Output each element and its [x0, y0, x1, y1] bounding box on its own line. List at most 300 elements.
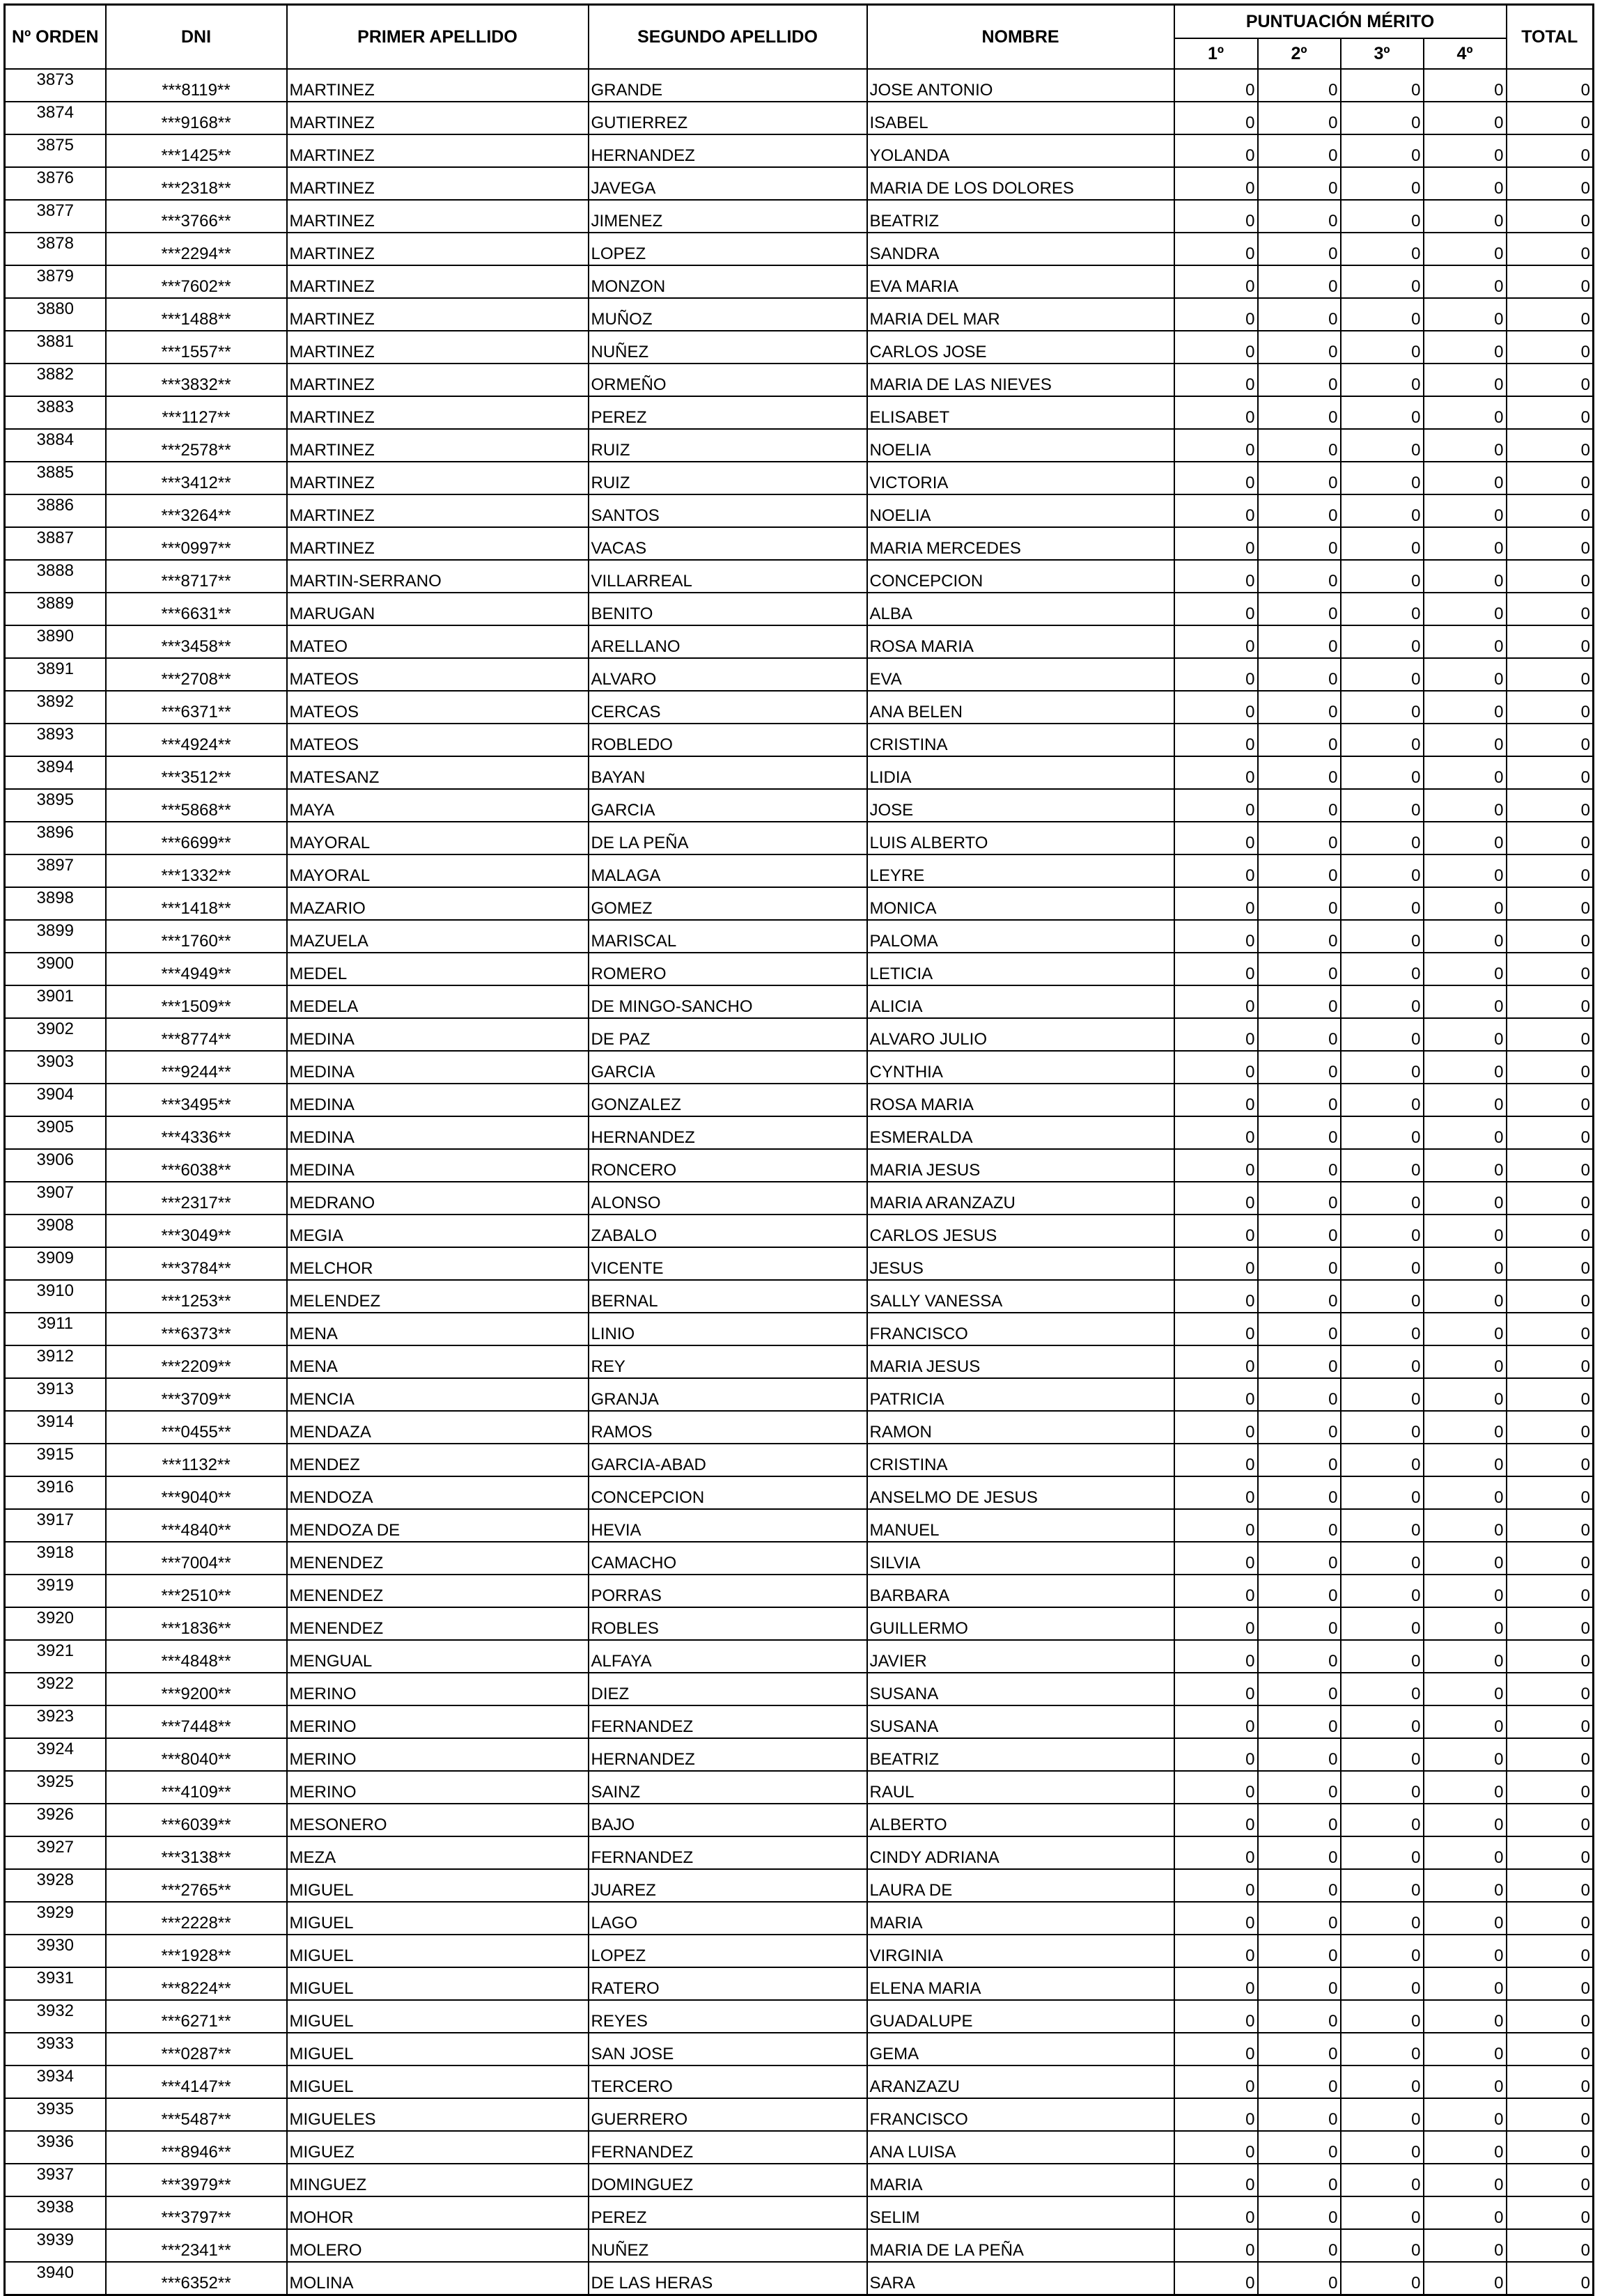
cell-orden: 3935 — [5, 2098, 106, 2131]
cell-nombre: ISABEL — [867, 102, 1174, 134]
cell-merito-2: 0 — [1258, 1935, 1341, 1967]
cell-merito-3: 0 — [1341, 1378, 1424, 1411]
cell-orden: 3903 — [5, 1051, 106, 1084]
cell-total: 0 — [1507, 887, 1594, 920]
table-row — [5, 789, 1594, 822]
cell-segundo-apellido: ROMERO — [589, 953, 867, 985]
cell-segundo-apellido: CERCAS — [589, 691, 867, 724]
cell-merito-1: 0 — [1174, 1215, 1258, 1247]
cell-primer-apellido: MARTINEZ — [287, 102, 589, 134]
cell-segundo-apellido: VACAS — [589, 527, 867, 560]
cell-merito-3: 0 — [1341, 1640, 1424, 1673]
cell-merito-1: 0 — [1174, 1018, 1258, 1051]
cell-nombre: SILVIA — [867, 1542, 1174, 1575]
cell-orden: 3888 — [5, 560, 106, 593]
cell-primer-apellido: MEDINA — [287, 1149, 589, 1182]
cell-segundo-apellido: ALFAYA — [589, 1640, 867, 1673]
cell-merito-2: 0 — [1258, 756, 1341, 789]
header-segundo-apellido: SEGUNDO APELLIDO — [589, 5, 867, 70]
table-row — [5, 494, 1594, 527]
cell-segundo-apellido: MALAGA — [589, 854, 867, 887]
cell-merito-1: 0 — [1174, 494, 1258, 527]
cell-orden: 3896 — [5, 822, 106, 854]
cell-total: 0 — [1507, 1509, 1594, 1542]
cell-merito-3: 0 — [1341, 1607, 1424, 1640]
cell-segundo-apellido: DE MINGO-SANCHO — [589, 985, 867, 1018]
cell-merito-3: 0 — [1341, 200, 1424, 233]
cell-merito-3: 0 — [1341, 1575, 1424, 1607]
cell-merito-2: 0 — [1258, 396, 1341, 429]
cell-dni: ***4336** — [106, 1116, 287, 1149]
table-row — [5, 462, 1594, 494]
cell-dni: ***6352** — [106, 2262, 287, 2295]
cell-orden: 3934 — [5, 2065, 106, 2098]
cell-segundo-apellido: HERNANDEZ — [589, 1116, 867, 1149]
cell-total: 0 — [1507, 625, 1594, 658]
cell-merito-2: 0 — [1258, 2000, 1341, 2033]
cell-merito-4: 0 — [1424, 134, 1507, 167]
cell-orden: 3924 — [5, 1738, 106, 1771]
cell-merito-2: 0 — [1258, 1804, 1341, 1836]
cell-merito-3: 0 — [1341, 1967, 1424, 2000]
cell-nombre: ALBA — [867, 593, 1174, 625]
cell-merito-1: 0 — [1174, 1411, 1258, 1444]
cell-orden: 3908 — [5, 1215, 106, 1247]
table-row — [5, 1084, 1594, 1116]
cell-merito-3: 0 — [1341, 1018, 1424, 1051]
table-row — [5, 1771, 1594, 1804]
cell-orden: 3914 — [5, 1411, 106, 1444]
table-row — [5, 1345, 1594, 1378]
cell-dni: ***7004** — [106, 1542, 287, 1575]
cell-merito-2: 0 — [1258, 1247, 1341, 1280]
cell-primer-apellido: MELENDEZ — [287, 1280, 589, 1313]
cell-merito-3: 0 — [1341, 1902, 1424, 1935]
cell-primer-apellido: MARTINEZ — [287, 200, 589, 233]
cell-segundo-apellido: ROBLEDO — [589, 724, 867, 756]
cell-total: 0 — [1507, 985, 1594, 1018]
cell-dni: ***4840** — [106, 1509, 287, 1542]
cell-merito-1: 0 — [1174, 1313, 1258, 1345]
cell-merito-4: 0 — [1424, 462, 1507, 494]
cell-total: 0 — [1507, 1476, 1594, 1509]
cell-total: 0 — [1507, 658, 1594, 691]
cell-total: 0 — [1507, 1640, 1594, 1673]
cell-merito-3: 0 — [1341, 1771, 1424, 1804]
cell-nombre: YOLANDA — [867, 134, 1174, 167]
table-row — [5, 1182, 1594, 1215]
cell-merito-1: 0 — [1174, 1444, 1258, 1476]
cell-nombre: SELIM — [867, 2196, 1174, 2229]
cell-merito-2: 0 — [1258, 1673, 1341, 1705]
cell-merito-2: 0 — [1258, 1313, 1341, 1345]
cell-merito-3: 0 — [1341, 625, 1424, 658]
cell-merito-4: 0 — [1424, 691, 1507, 724]
cell-dni: ***1132** — [106, 1444, 287, 1476]
cell-merito-4: 0 — [1424, 2262, 1507, 2295]
cell-merito-1: 0 — [1174, 593, 1258, 625]
cell-merito-4: 0 — [1424, 1215, 1507, 1247]
cell-merito-3: 0 — [1341, 1705, 1424, 1738]
cell-merito-4: 0 — [1424, 1673, 1507, 1705]
cell-merito-3: 0 — [1341, 265, 1424, 298]
cell-merito-2: 0 — [1258, 200, 1341, 233]
table-row — [5, 1509, 1594, 1542]
cell-nombre: ALVARO JULIO — [867, 1018, 1174, 1051]
cell-segundo-apellido: TERCERO — [589, 2065, 867, 2098]
table-row — [5, 1051, 1594, 1084]
cell-total: 0 — [1507, 1182, 1594, 1215]
cell-merito-1: 0 — [1174, 1705, 1258, 1738]
cell-merito-3: 0 — [1341, 2033, 1424, 2065]
cell-merito-4: 0 — [1424, 2098, 1507, 2131]
cell-orden: 3915 — [5, 1444, 106, 1476]
cell-nombre: LETICIA — [867, 953, 1174, 985]
cell-merito-2: 0 — [1258, 527, 1341, 560]
cell-total: 0 — [1507, 920, 1594, 953]
cell-primer-apellido: MAYORAL — [287, 822, 589, 854]
cell-dni: ***4924** — [106, 724, 287, 756]
cell-nombre: LAURA DE — [867, 1869, 1174, 1902]
table-row — [5, 1247, 1594, 1280]
cell-segundo-apellido: GUTIERREZ — [589, 102, 867, 134]
cell-total: 0 — [1507, 756, 1594, 789]
cell-nombre: MARIA JESUS — [867, 1149, 1174, 1182]
cell-merito-2: 0 — [1258, 1640, 1341, 1673]
cell-merito-1: 0 — [1174, 1640, 1258, 1673]
cell-orden: 3906 — [5, 1149, 106, 1182]
cell-merito-2: 0 — [1258, 102, 1341, 134]
cell-merito-1: 0 — [1174, 1673, 1258, 1705]
cell-orden: 3926 — [5, 1804, 106, 1836]
cell-dni: ***1253** — [106, 1280, 287, 1313]
cell-merito-3: 0 — [1341, 1280, 1424, 1313]
cell-orden: 3920 — [5, 1607, 106, 1640]
cell-nombre: ALBERTO — [867, 1804, 1174, 1836]
cell-segundo-apellido: JUAREZ — [589, 1869, 867, 1902]
cell-nombre: MANUEL — [867, 1509, 1174, 1542]
table-row — [5, 1836, 1594, 1869]
cell-merito-3: 0 — [1341, 724, 1424, 756]
cell-merito-2: 0 — [1258, 822, 1341, 854]
cell-primer-apellido: MOLERO — [287, 2229, 589, 2262]
cell-merito-1: 0 — [1174, 167, 1258, 200]
table-row — [5, 1575, 1594, 1607]
table-row — [5, 1542, 1594, 1575]
table-row — [5, 1411, 1594, 1444]
cell-orden: 3874 — [5, 102, 106, 134]
cell-nombre: RAUL — [867, 1771, 1174, 1804]
cell-nombre: GUADALUPE — [867, 2000, 1174, 2033]
cell-segundo-apellido: RUIZ — [589, 429, 867, 462]
cell-dni: ***5868** — [106, 789, 287, 822]
cell-primer-apellido: MARTINEZ — [287, 429, 589, 462]
cell-dni: ***8224** — [106, 1967, 287, 2000]
cell-segundo-apellido: FERNANDEZ — [589, 1705, 867, 1738]
cell-merito-4: 0 — [1424, 1018, 1507, 1051]
cell-orden: 3925 — [5, 1771, 106, 1804]
cell-primer-apellido: MIGUEL — [287, 2033, 589, 2065]
cell-nombre: PATRICIA — [867, 1378, 1174, 1411]
cell-merito-3: 0 — [1341, 560, 1424, 593]
cell-merito-3: 0 — [1341, 298, 1424, 331]
cell-nombre: VIRGINIA — [867, 1935, 1174, 1967]
cell-merito-1: 0 — [1174, 102, 1258, 134]
cell-orden: 3879 — [5, 265, 106, 298]
cell-merito-3: 0 — [1341, 691, 1424, 724]
cell-merito-4: 0 — [1424, 1967, 1507, 2000]
table-row — [5, 1804, 1594, 1836]
cell-merito-3: 0 — [1341, 331, 1424, 364]
cell-dni: ***5487** — [106, 2098, 287, 2131]
cell-orden: 3904 — [5, 1084, 106, 1116]
cell-merito-4: 0 — [1424, 822, 1507, 854]
table-row — [5, 822, 1594, 854]
cell-merito-3: 0 — [1341, 233, 1424, 265]
table-row — [5, 2000, 1594, 2033]
cell-merito-4: 0 — [1424, 1149, 1507, 1182]
cell-total: 0 — [1507, 1902, 1594, 1935]
cell-merito-2: 0 — [1258, 1836, 1341, 1869]
cell-primer-apellido: MENDOZA DE — [287, 1509, 589, 1542]
cell-primer-apellido: MATEO — [287, 625, 589, 658]
cell-merito-4: 0 — [1424, 2065, 1507, 2098]
cell-merito-1: 0 — [1174, 1836, 1258, 1869]
cell-orden: 3918 — [5, 1542, 106, 1575]
cell-orden: 3882 — [5, 364, 106, 396]
cell-merito-2: 0 — [1258, 331, 1341, 364]
cell-dni: ***8040** — [106, 1738, 287, 1771]
cell-merito-2: 0 — [1258, 1378, 1341, 1411]
header-merito-3: 3º — [1341, 38, 1424, 69]
cell-dni: ***6631** — [106, 593, 287, 625]
cell-primer-apellido: MIGUEL — [287, 1869, 589, 1902]
cell-merito-3: 0 — [1341, 920, 1424, 953]
cell-merito-1: 0 — [1174, 854, 1258, 887]
cell-nombre: RAMON — [867, 1411, 1174, 1444]
cell-merito-3: 0 — [1341, 2131, 1424, 2164]
cell-dni: ***1332** — [106, 854, 287, 887]
cell-nombre: MONICA — [867, 887, 1174, 920]
cell-primer-apellido: MENENDEZ — [287, 1607, 589, 1640]
cell-primer-apellido: MARTINEZ — [287, 298, 589, 331]
cell-dni: ***4848** — [106, 1640, 287, 1673]
cell-nombre: EVA MARIA — [867, 265, 1174, 298]
cell-segundo-apellido: DOMINGUEZ — [589, 2164, 867, 2196]
cell-merito-4: 0 — [1424, 1051, 1507, 1084]
cell-segundo-apellido: REY — [589, 1345, 867, 1378]
table-row — [5, 854, 1594, 887]
cell-primer-apellido: MARTINEZ — [287, 331, 589, 364]
cell-merito-2: 0 — [1258, 1476, 1341, 1509]
cell-orden: 3940 — [5, 2262, 106, 2295]
cell-total: 0 — [1507, 200, 1594, 233]
cell-nombre: MARIA MERCEDES — [867, 527, 1174, 560]
table-row — [5, 920, 1594, 953]
table-row — [5, 658, 1594, 691]
table-row — [5, 2262, 1594, 2295]
cell-dni: ***9244** — [106, 1051, 287, 1084]
cell-segundo-apellido: DE LAS HERAS — [589, 2262, 867, 2295]
cell-primer-apellido: MATEOS — [287, 658, 589, 691]
cell-merito-3: 0 — [1341, 953, 1424, 985]
cell-merito-4: 0 — [1424, 2164, 1507, 2196]
cell-segundo-apellido: LOPEZ — [589, 233, 867, 265]
cell-orden: 3905 — [5, 1116, 106, 1149]
cell-nombre: CONCEPCION — [867, 560, 1174, 593]
cell-merito-2: 0 — [1258, 691, 1341, 724]
cell-nombre: MARIA JESUS — [867, 1345, 1174, 1378]
cell-nombre: ELISABET — [867, 396, 1174, 429]
cell-merito-1: 0 — [1174, 1051, 1258, 1084]
cell-dni: ***2510** — [106, 1575, 287, 1607]
table-row — [5, 756, 1594, 789]
table-row — [5, 200, 1594, 233]
cell-dni: ***3979** — [106, 2164, 287, 2196]
cell-merito-2: 0 — [1258, 429, 1341, 462]
cell-merito-1: 0 — [1174, 560, 1258, 593]
cell-segundo-apellido: SAINZ — [589, 1771, 867, 1804]
cell-primer-apellido: MATEOS — [287, 724, 589, 756]
cell-merito-2: 0 — [1258, 1182, 1341, 1215]
cell-merito-1: 0 — [1174, 1247, 1258, 1280]
cell-nombre: MARIA — [867, 2164, 1174, 2196]
cell-merito-2: 0 — [1258, 560, 1341, 593]
cell-nombre: CRISTINA — [867, 1444, 1174, 1476]
cell-total: 0 — [1507, 560, 1594, 593]
cell-total: 0 — [1507, 1575, 1594, 1607]
cell-dni: ***1760** — [106, 920, 287, 953]
cell-merito-4: 0 — [1424, 1444, 1507, 1476]
cell-primer-apellido: MARTINEZ — [287, 364, 589, 396]
cell-merito-1: 0 — [1174, 2229, 1258, 2262]
cell-total: 0 — [1507, 1051, 1594, 1084]
cell-merito-4: 0 — [1424, 331, 1507, 364]
cell-primer-apellido: MEDELA — [287, 985, 589, 1018]
cell-nombre: MARIA — [867, 1902, 1174, 1935]
cell-nombre: PALOMA — [867, 920, 1174, 953]
cell-orden: 3877 — [5, 200, 106, 233]
cell-nombre: SALLY VANESSA — [867, 1280, 1174, 1313]
header-merito-1: 1º — [1174, 38, 1258, 69]
cell-primer-apellido: MEDINA — [287, 1084, 589, 1116]
table-row — [5, 1607, 1594, 1640]
table-row — [5, 69, 1594, 102]
cell-merito-4: 0 — [1424, 494, 1507, 527]
cell-primer-apellido: MARTINEZ — [287, 167, 589, 200]
cell-merito-2: 0 — [1258, 887, 1341, 920]
cell-primer-apellido: MARTIN-SERRANO — [287, 560, 589, 593]
cell-segundo-apellido: HERNANDEZ — [589, 1738, 867, 1771]
cell-total: 0 — [1507, 396, 1594, 429]
header-primer-apellido: PRIMER APELLIDO — [287, 5, 589, 70]
cell-segundo-apellido: GONZALEZ — [589, 1084, 867, 1116]
cell-dni: ***2209** — [106, 1345, 287, 1378]
cell-total: 0 — [1507, 494, 1594, 527]
table-row — [5, 265, 1594, 298]
cell-nombre: SANDRA — [867, 233, 1174, 265]
table-row — [5, 1018, 1594, 1051]
cell-total: 0 — [1507, 1116, 1594, 1149]
cell-merito-3: 0 — [1341, 429, 1424, 462]
cell-primer-apellido: MARTINEZ — [287, 396, 589, 429]
cell-total: 0 — [1507, 2164, 1594, 2196]
cell-merito-3: 0 — [1341, 1444, 1424, 1476]
cell-orden: 3916 — [5, 1476, 106, 1509]
cell-merito-4: 0 — [1424, 69, 1507, 102]
cell-merito-1: 0 — [1174, 1771, 1258, 1804]
cell-merito-1: 0 — [1174, 2131, 1258, 2164]
cell-dni: ***2765** — [106, 1869, 287, 1902]
cell-primer-apellido: MARUGAN — [287, 593, 589, 625]
cell-segundo-apellido: MUÑOZ — [589, 298, 867, 331]
cell-merito-1: 0 — [1174, 1935, 1258, 1967]
cell-orden: 3875 — [5, 134, 106, 167]
cell-nombre: ALICIA — [867, 985, 1174, 1018]
cell-segundo-apellido: GARCIA — [589, 1051, 867, 1084]
cell-total: 0 — [1507, 1280, 1594, 1313]
cell-dni: ***4109** — [106, 1771, 287, 1804]
cell-merito-1: 0 — [1174, 69, 1258, 102]
cell-dni: ***3458** — [106, 625, 287, 658]
table-row — [5, 331, 1594, 364]
cell-merito-2: 0 — [1258, 1509, 1341, 1542]
cell-merito-4: 0 — [1424, 920, 1507, 953]
table-row — [5, 1738, 1594, 1771]
cell-merito-2: 0 — [1258, 364, 1341, 396]
cell-merito-4: 0 — [1424, 1247, 1507, 1280]
table-row — [5, 233, 1594, 265]
cell-merito-1: 0 — [1174, 200, 1258, 233]
cell-primer-apellido: MEDINA — [287, 1116, 589, 1149]
cell-segundo-apellido: GRANJA — [589, 1378, 867, 1411]
cell-dni: ***1488** — [106, 298, 287, 331]
cell-dni: ***9168** — [106, 102, 287, 134]
cell-merito-2: 0 — [1258, 1411, 1341, 1444]
cell-merito-3: 0 — [1341, 2164, 1424, 2196]
cell-merito-3: 0 — [1341, 1116, 1424, 1149]
cell-merito-3: 0 — [1341, 756, 1424, 789]
cell-merito-1: 0 — [1174, 887, 1258, 920]
cell-merito-4: 0 — [1424, 298, 1507, 331]
cell-merito-2: 0 — [1258, 1345, 1341, 1378]
cell-dni: ***3784** — [106, 1247, 287, 1280]
cell-segundo-apellido: VICENTE — [589, 1247, 867, 1280]
cell-nombre: MARIA DE LOS DOLORES — [867, 167, 1174, 200]
cell-total: 0 — [1507, 102, 1594, 134]
cell-merito-4: 0 — [1424, 1378, 1507, 1411]
cell-dni: ***3138** — [106, 1836, 287, 1869]
cell-total: 0 — [1507, 2196, 1594, 2229]
cell-total: 0 — [1507, 1378, 1594, 1411]
cell-orden: 3894 — [5, 756, 106, 789]
cell-merito-1: 0 — [1174, 1967, 1258, 2000]
cell-total: 0 — [1507, 1018, 1594, 1051]
cell-merito-1: 0 — [1174, 691, 1258, 724]
cell-merito-1: 0 — [1174, 1084, 1258, 1116]
cell-merito-4: 0 — [1424, 233, 1507, 265]
cell-orden: 3910 — [5, 1280, 106, 1313]
cell-segundo-apellido: PEREZ — [589, 396, 867, 429]
cell-total: 0 — [1507, 1869, 1594, 1902]
cell-dni: ***1928** — [106, 1935, 287, 1967]
cell-nombre: BEATRIZ — [867, 200, 1174, 233]
cell-segundo-apellido: ROBLES — [589, 1607, 867, 1640]
cell-merito-4: 0 — [1424, 593, 1507, 625]
cell-total: 0 — [1507, 2000, 1594, 2033]
cell-primer-apellido: MIGUEL — [287, 2000, 589, 2033]
cell-merito-2: 0 — [1258, 1280, 1341, 1313]
